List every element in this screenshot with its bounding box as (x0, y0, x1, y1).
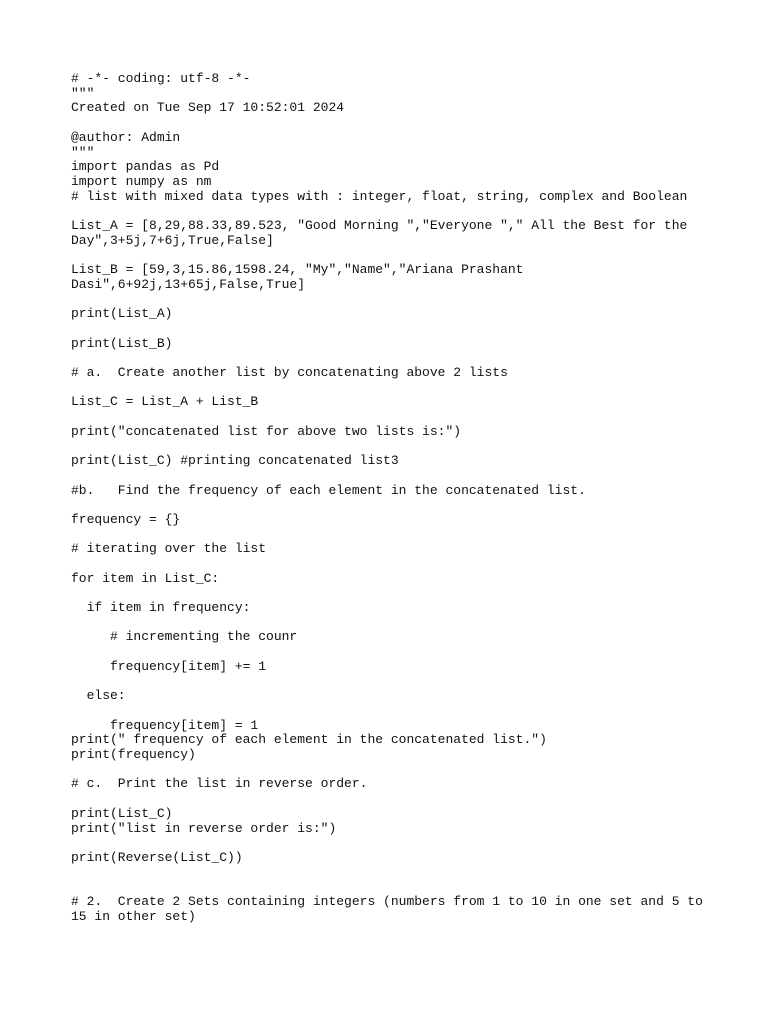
code-line: # incrementing the counr (71, 629, 298, 645)
code-line: print("list in reverse order is:") (71, 820, 337, 836)
code-line (71, 116, 711, 131)
code-line: print(List_C) (71, 805, 173, 821)
code-line: print("concatenated list for above two lists is:") (71, 423, 462, 439)
code-line: # a. Create another list by concatenating above 2 lists (71, 364, 508, 380)
code-line: print(" frequency of each element in the concatenated list.") (71, 732, 547, 748)
code-line: """ (71, 144, 95, 160)
code-line: List_B = [59,3,15.86,1598.24, "My","Name","Ariana Prashant (71, 262, 524, 278)
code-line (71, 410, 711, 425)
code-line (71, 204, 711, 219)
code-line (71, 351, 711, 366)
code-line: Created on Tue Sep 17 10:52:01 2024 (71, 100, 345, 116)
code-line (71, 586, 711, 601)
code-line: # -*- coding: utf-8 -*- (71, 71, 251, 86)
code-line: if item in frequency: (71, 600, 251, 616)
code-line (71, 836, 711, 851)
code-line: for item in List_C: (71, 570, 220, 586)
code-line: import pandas as Pd (71, 159, 220, 175)
code-line (71, 498, 711, 513)
code-line: @author: Admin (71, 129, 181, 145)
code-line: 15 in other set) (71, 908, 196, 924)
code-line: # iterating over the list (71, 541, 267, 557)
code-line (71, 439, 711, 454)
code-line (71, 792, 711, 807)
code-line: print(List_C) #printing concatenated list3 (71, 453, 399, 469)
code-line: # list with mixed data types with : integer, float, string, complex and Boolean (71, 188, 688, 204)
code-line: List_A = [8,29,88.33,89.523, "Good Morning ","Everyone "," All the Best for the (71, 218, 688, 233)
code-line (71, 381, 711, 396)
code-line: frequency = {} (71, 511, 181, 527)
code-line (71, 616, 711, 631)
code-line: frequency[item] += 1 (71, 658, 267, 674)
code-line (71, 645, 711, 660)
code-line (71, 704, 711, 719)
code-line (71, 557, 711, 572)
code-line: List_C = List_A + List_B (71, 394, 259, 410)
code-line: import numpy as nm (71, 173, 212, 189)
code-line: """ (71, 85, 95, 101)
code-line: print(List_A) (71, 306, 173, 322)
code-line (71, 880, 711, 895)
code-listing (71, 72, 711, 924)
code-line: Day",3+5j,7+6j,True,False] (71, 232, 274, 248)
code-line: # 2. Create 2 Sets containing integers (numbers from 1 to 10 in one set and 5 to (71, 894, 703, 910)
code-line (71, 293, 711, 308)
code-line: # c. Print the list in reverse order. (71, 776, 368, 792)
code-line: print(Reverse(List_C)) (71, 849, 243, 865)
code-line (71, 528, 711, 543)
code-line: Dasi",6+92j,13+65j,False,True] (71, 276, 306, 292)
code-line: print(List_B) (71, 335, 173, 351)
code-line (71, 675, 711, 690)
code-line (71, 763, 711, 778)
code-line (71, 866, 711, 881)
code-line: frequency[item] = 1 (71, 717, 259, 733)
code-line: else: (71, 688, 126, 704)
code-line: print(frequency) (71, 747, 196, 763)
code-line (71, 322, 711, 337)
code-line: #b. Find the frequency of each element in the concatenated list. (71, 482, 586, 498)
code-line (71, 469, 711, 484)
code-line (71, 248, 711, 263)
